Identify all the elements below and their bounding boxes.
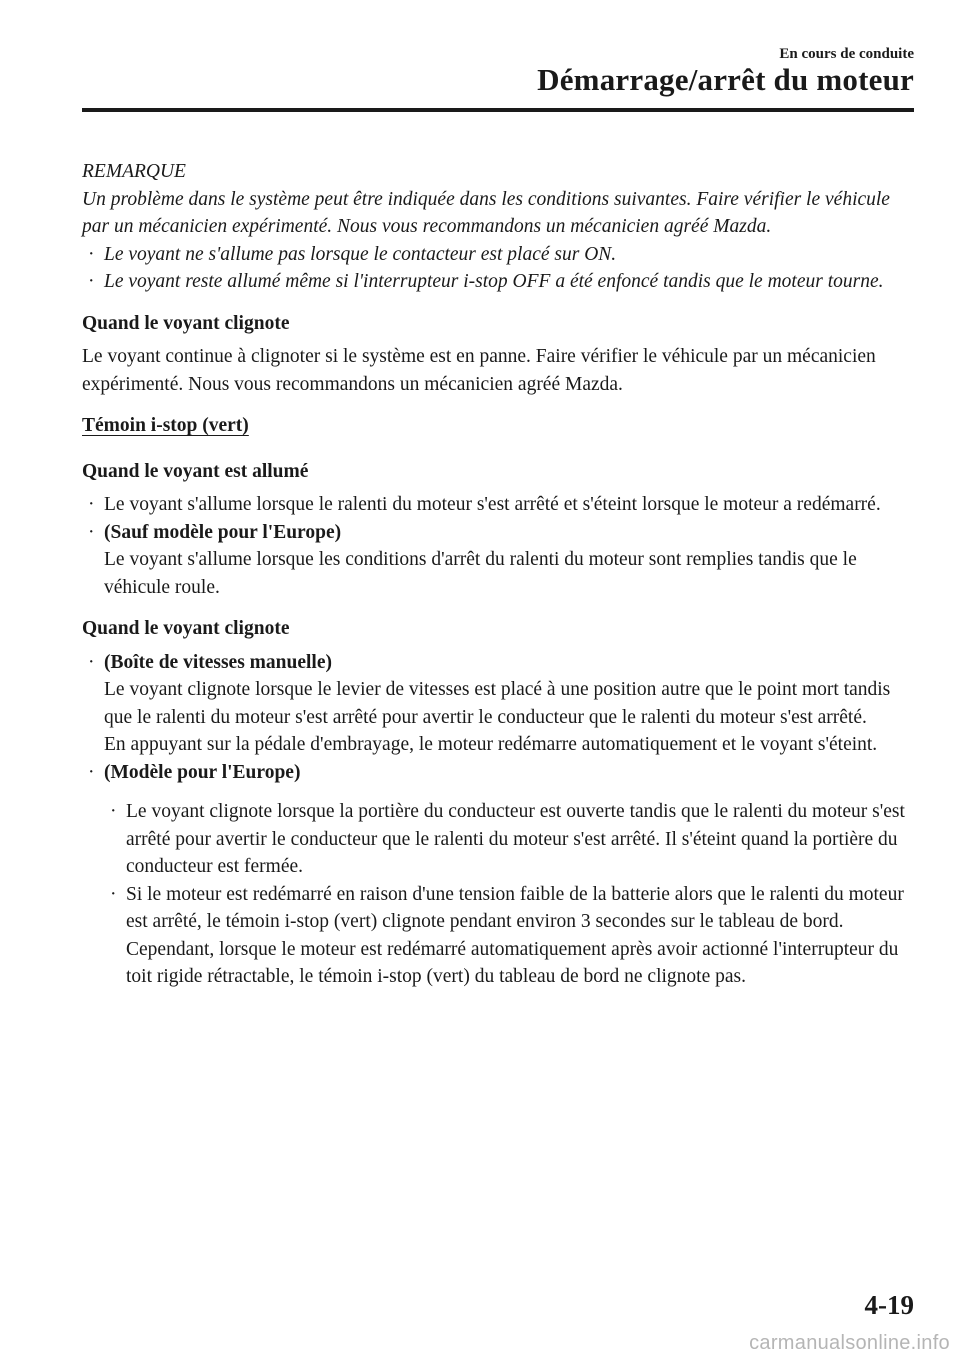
on-list: [82, 491, 914, 601]
blink-heading-2: Quand le voyant clignote: [82, 618, 290, 639]
bullet-icon: ·: [88, 494, 95, 515]
blink-heading-1: Quand le voyant clignote: [82, 312, 290, 334]
list-item: · Le voyant clignote lorsque la portière du conducteur est ouverte tandis que le ralenti du moteur s'est arrêté pour avertir le conducteur que le ralenti du moteur s'est arrêté. Il s'éteint quand la portière du conducteur est fermée.: [104, 798, 914, 881]
header-divider: [82, 108, 914, 112]
item-title: (Sauf modèle pour l'Europe): [104, 521, 342, 543]
list-item: · Si le moteur est redémarré en raison d'une tension faible de la batterie alors que le ralenti du moteur est arrêté, le témoin i-stop (vert) clignote pendant environ 3 secondes sur le tableau de bord. Cependant, lorsque le moteur est redémarré automatiquement après avoir actionné l'interrupteur du toit rigide rétractable, le témoin i-stop (vert) du tableau de bord ne clignote pas.: [104, 881, 914, 991]
page-content: [82, 158, 914, 991]
on-heading: Quand le voyant est allumé: [82, 460, 309, 482]
bullet-icon: ·: [110, 801, 117, 822]
bullet-icon: ·: [88, 271, 95, 292]
note-list: [82, 241, 914, 296]
note-body: Un problème dans le système peut être indiquée dans les conditions suivantes. Faire vérifier le véhicule par un mécanicien expérimenté. Nous vous recommandons un mécanicien agréé Mazda.: [82, 188, 890, 237]
blink-text-1: Le voyant continue à clignoter si le système est en panne. Faire vérifier le véhicule par un mécanicien expérimenté. Nous vous recommandons un mécanicien agréé Mazda.: [82, 346, 876, 395]
bullet-icon: ·: [88, 651, 95, 673]
bullet-icon: ·: [110, 883, 117, 905]
list-item: · Le voyant reste allumé même si l'interrupteur i-stop OFF a été enfoncé tandis que le moteur tourne.: [82, 268, 914, 296]
page-number: 4-19: [864, 1290, 914, 1320]
item-title: (Modèle pour l'Europe): [104, 761, 301, 783]
note-title: REMARQUE: [82, 161, 186, 182]
watermark: carmanualsonline.info: [749, 1332, 950, 1354]
list-item: · Le voyant s'allume lorsque le ralenti du moteur s'est arrêté et s'éteint lorsque le moteur a redémarré.: [82, 491, 914, 519]
bullet-icon: ·: [88, 243, 95, 265]
header-section-label: En cours de conduite: [779, 46, 914, 62]
bullet-icon: ·: [88, 761, 95, 783]
istop-section-heading: Témoin i-stop (vert): [82, 415, 249, 436]
item-title: (Boîte de vitesses manuelle): [104, 651, 333, 673]
page-title: Démarrage/arrêt du moteur: [537, 62, 914, 97]
blink-list: [82, 649, 914, 991]
list-item: · Le voyant ne s'allume pas lorsque le contacteur est placé sur ON.: [82, 241, 914, 269]
list-item: · (Boîte de vitesses manuelle) Le voyant clignote lorsque le levier de vitesses est placé à une position autre que le point mort tandis que le ralenti du moteur s'est arrêté pour avertir le conducteur que le ralenti du moteur s'est arrêté. En appuyant sur la pédale d'embrayage, le moteur redémarre automatiquement et le voyant s'éteint.: [82, 649, 914, 759]
list-item: [82, 759, 914, 991]
europe-sublist: [104, 798, 914, 991]
bullet-icon: ·: [88, 521, 95, 543]
list-item: · (Sauf modèle pour l'Europe) Le voyant s'allume lorsque les conditions d'arrêt du ralenti du moteur sont remplies tandis que le véhicule roule.: [82, 519, 914, 602]
